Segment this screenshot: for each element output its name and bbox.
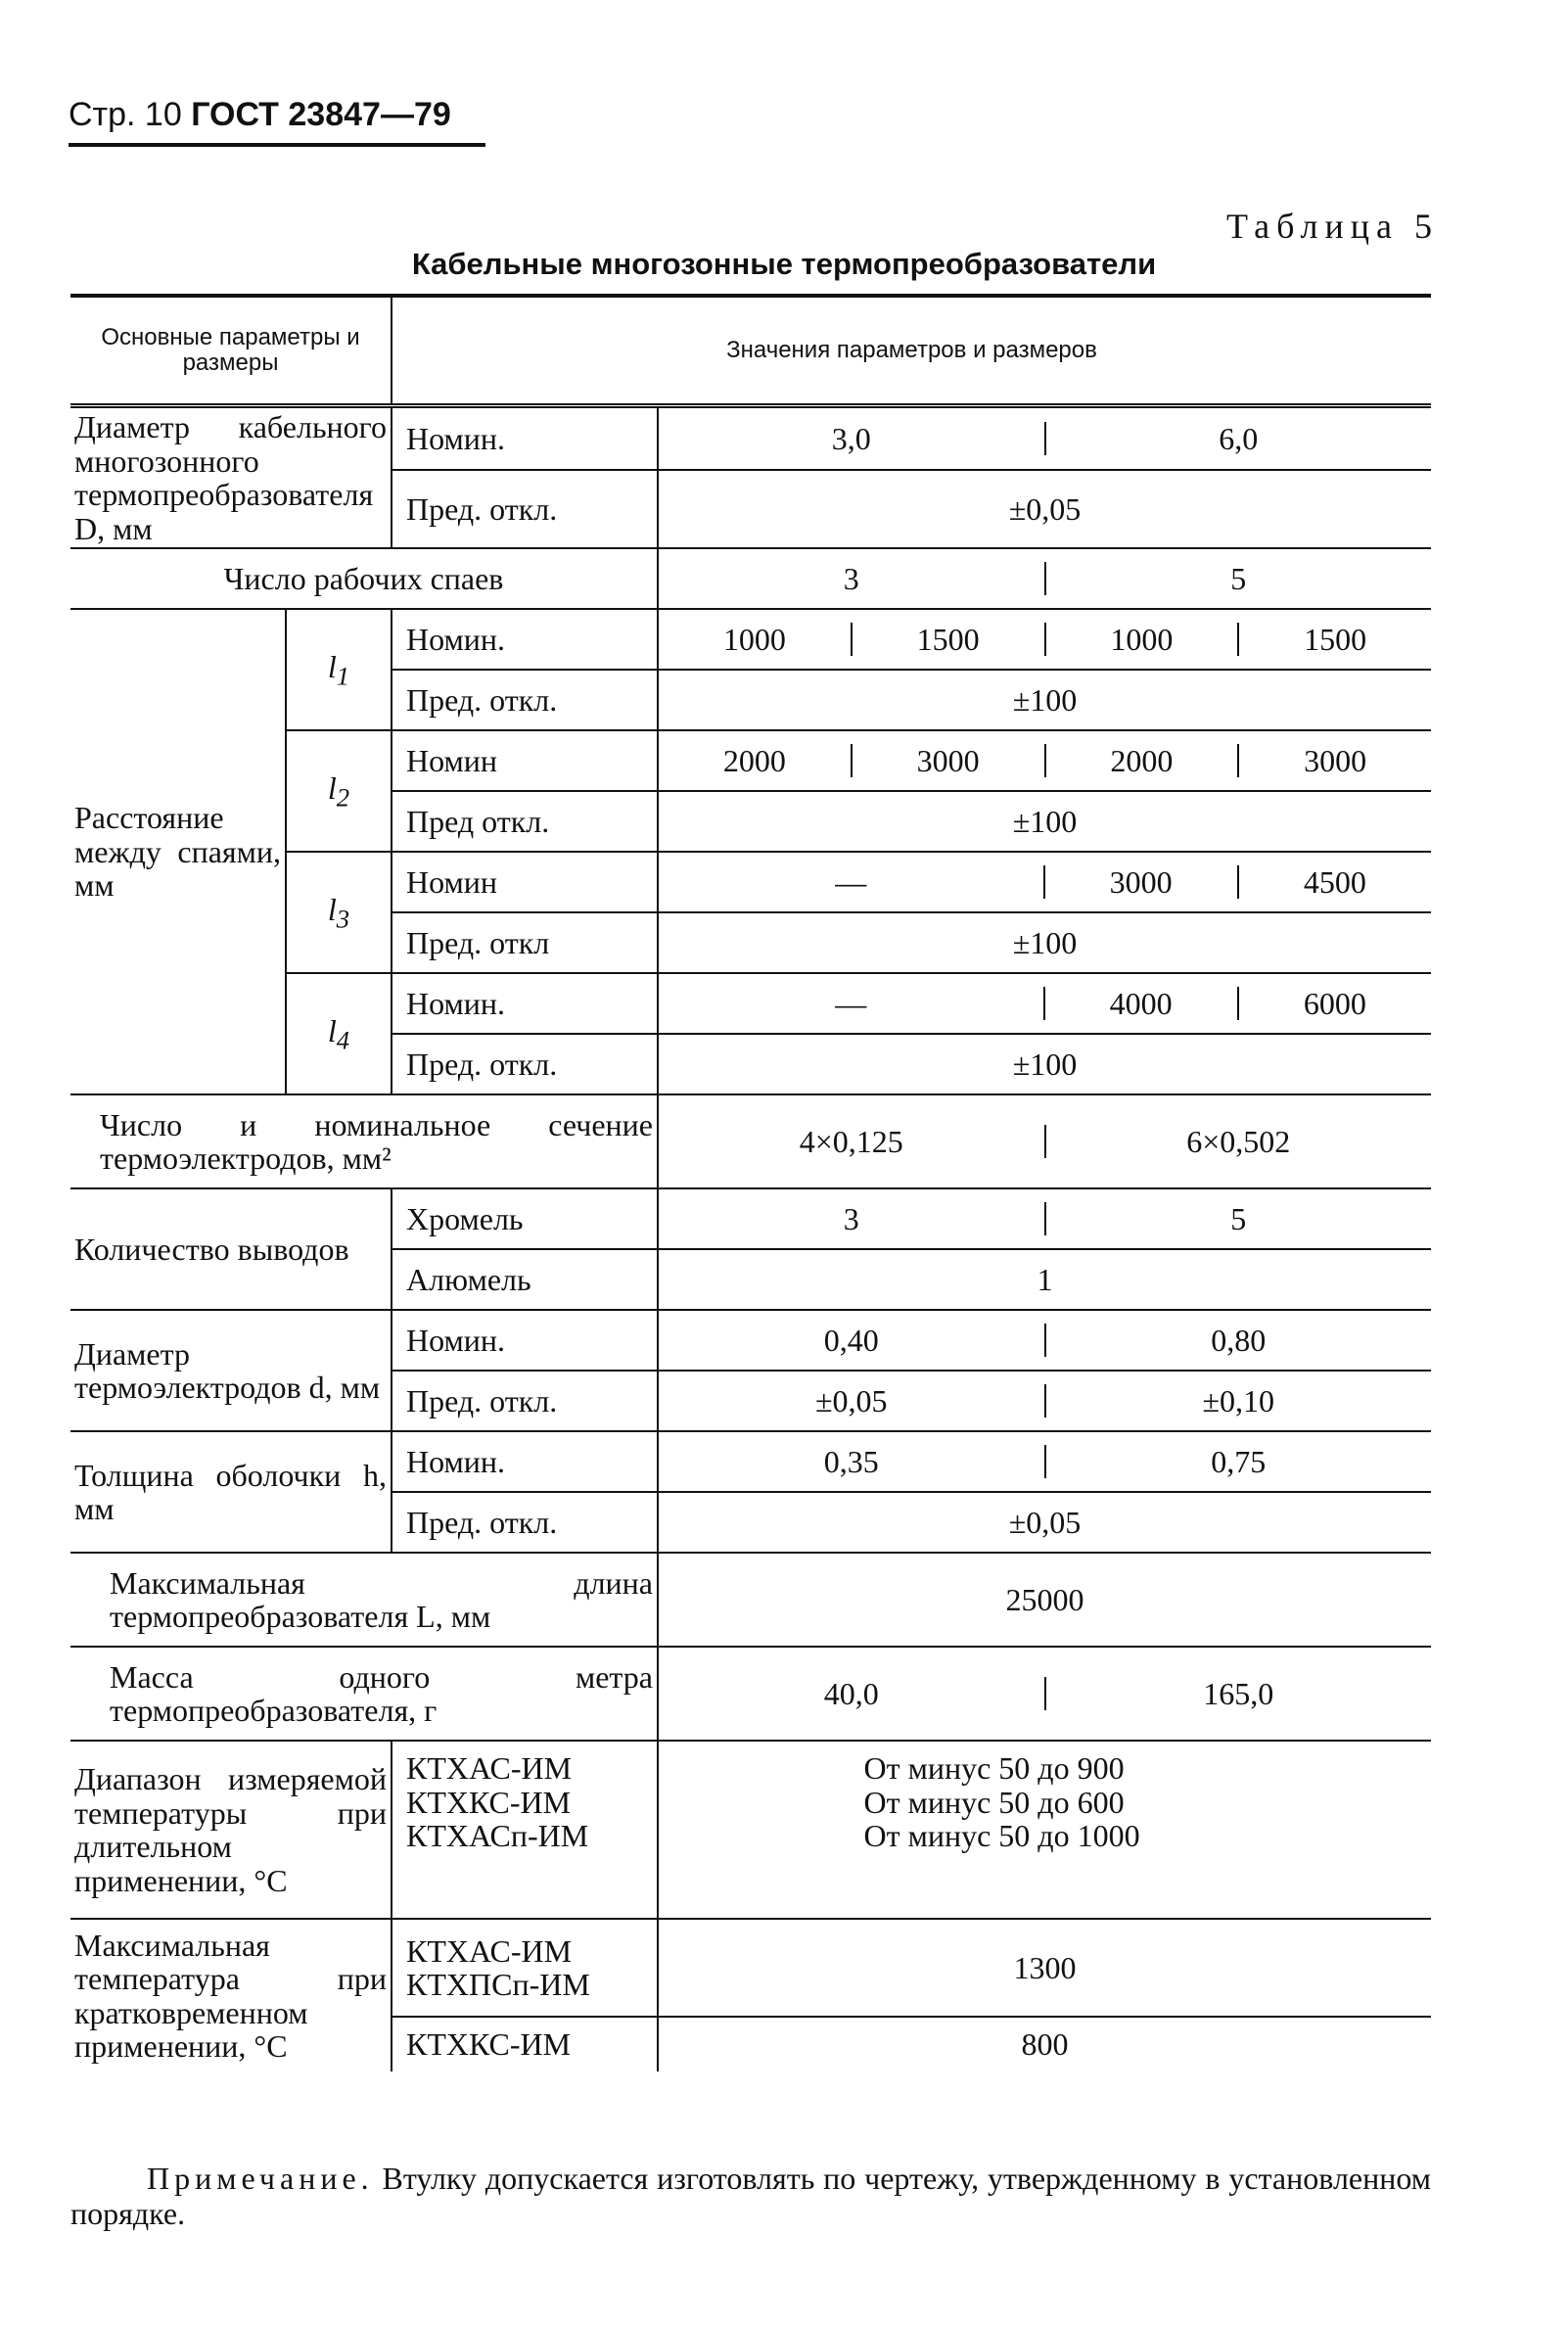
value-cell: 4000 <box>1043 987 1237 1021</box>
label-nominal: Номин <box>392 852 658 912</box>
value-cell: 1500 <box>851 623 1044 657</box>
label-nominal: Номин. <box>392 973 658 1034</box>
label-nominal: Номин <box>392 730 658 791</box>
type-code: КТХПСп-ИМ <box>406 1967 590 2003</box>
range-value: От минус 50 до 1000 <box>863 1818 1140 1854</box>
value-cell: 5 <box>1044 562 1432 596</box>
range-values <box>658 1741 1431 1919</box>
max-temp-value-1: 1300 <box>658 1919 1431 2017</box>
value-cell: 2000 <box>1044 744 1238 778</box>
symbol-l1: $l_1$ <box>286 609 392 730</box>
label-tolerance: Пред. откл <box>392 912 658 973</box>
value-cell: 3000 <box>1043 865 1237 900</box>
value-cell: 3,0 <box>831 420 871 456</box>
value-cell: 2000 <box>722 742 786 778</box>
alumel-value: 1 <box>658 1249 1431 1310</box>
param-outputs: Количество выводов <box>70 1188 392 1310</box>
max-temp-value-2: 800 <box>1021 2026 1069 2063</box>
value-cell: 3 <box>843 560 859 596</box>
value-cell: ±0,05 <box>814 1382 888 1419</box>
type-code: КТХАСп-ИМ <box>406 1818 589 1854</box>
label-tolerance: Пред. откл. <box>392 670 658 730</box>
label-tolerance: Пред. откл. <box>392 1371 658 1431</box>
max-length-value: 25000 <box>658 1553 1431 1647</box>
standard-code: ГОСТ 23847—79 <box>191 96 451 133</box>
column-header-values: Значения параметров и размеров <box>392 296 1431 406</box>
value-cell: 4×0,125 <box>799 1123 903 1159</box>
range-types <box>392 1741 658 1919</box>
type-code: КТХАС-ИМ <box>406 1750 573 1787</box>
value-cell: 0,40 <box>823 1322 879 1358</box>
value-cell: 40,0 <box>823 1675 879 1711</box>
page-number: Стр. 10 <box>69 96 182 133</box>
column-header-parameters: Основные параметры и размеры <box>70 296 392 406</box>
param-max-temp: Максимальная температура при кратковременном применении, °C <box>70 1919 392 2071</box>
type-code: КТХКС-ИМ <box>406 1784 572 1820</box>
param-section: Число и номинальное сечение термоэлектродов, мм² <box>70 1094 658 1188</box>
header-rule <box>69 143 485 147</box>
value-cell: 0,80 <box>1044 1324 1432 1358</box>
type-code: КТХКС-ИМ <box>392 2017 658 2071</box>
param-max-length: Максимальная длина термопреобразователя L, мм <box>70 1553 658 1647</box>
table-note <box>70 2162 1431 2232</box>
param-mass: Масса одного метра термопреобразователя, г <box>70 1647 658 1741</box>
table-label: Таблица 5 <box>1226 207 1439 246</box>
label-nominal: Номин. <box>392 406 658 470</box>
value-cell: 0,35 <box>823 1443 879 1479</box>
l3-tolerance: ±100 <box>658 912 1431 973</box>
value-cell: 1000 <box>722 621 786 657</box>
param-diameter: Диаметр кабельного многозонного термопреобразователя D, мм <box>70 406 392 549</box>
param-range: Диапазон измеряемой температуры при длительном применении, °C <box>70 1741 392 1919</box>
diameter-nominal-values <box>659 422 1431 456</box>
page-header <box>69 96 451 134</box>
value-cell: 165,0 <box>1044 1677 1432 1711</box>
max-temp-types <box>392 1919 658 2017</box>
label-nominal: Номин. <box>392 1310 658 1371</box>
label-tolerance: Пред откл. <box>392 791 658 852</box>
param-junctions: Число рабочих спаев <box>70 548 658 609</box>
table-title: Кабельные многозонные термопреобразователи <box>411 247 1157 281</box>
value-cell: — <box>835 985 867 1021</box>
value-cell: 3000 <box>1237 744 1431 778</box>
value-cell: 3 <box>843 1200 859 1236</box>
value-cell: 1000 <box>1044 623 1238 657</box>
label-tolerance: Пред. откл. <box>392 470 658 548</box>
value-cell: 1500 <box>1237 623 1431 657</box>
value-cell: 5 <box>1044 1202 1432 1236</box>
l4-tolerance: ±100 <box>658 1034 1431 1094</box>
label-nominal: Номин. <box>392 609 658 670</box>
value-cell: — <box>835 863 867 900</box>
label-tolerance: Пред. откл. <box>392 1492 658 1553</box>
param-sheath: Толщина оболочки h, мм <box>70 1431 392 1553</box>
label-tolerance: Пред. откл. <box>392 1034 658 1094</box>
param-distance: Расстояние между спаями, мм <box>70 609 286 1094</box>
label-nominal: Номин. <box>392 1431 658 1492</box>
value-cell: ±0,10 <box>1044 1384 1432 1419</box>
label-chromel: Хромель <box>392 1188 658 1249</box>
range-value: От минус 50 до 600 <box>863 1784 1125 1820</box>
param-electrode-diameter: Диаметр термоэлектродов d, мм <box>70 1310 392 1431</box>
symbol-l2: $l_2$ <box>286 730 392 852</box>
l2-tolerance: ±100 <box>658 791 1431 852</box>
l1-tolerance: ±100 <box>658 670 1431 730</box>
range-value: От минус 50 до 900 <box>863 1750 1125 1787</box>
value-cell: 4500 <box>1237 865 1431 900</box>
label-alumel: Алюмель <box>392 1249 658 1310</box>
diameter-tolerance: ±0,05 <box>658 470 1431 548</box>
note-label: Примечание. <box>147 2161 374 2196</box>
symbol-l3: $l_3$ <box>286 852 392 973</box>
sheath-tolerance: ±0,05 <box>658 1492 1431 1553</box>
value-cell: 6,0 <box>1044 422 1432 456</box>
value-cell: 6×0,502 <box>1044 1125 1432 1159</box>
value-cell: 3000 <box>851 744 1044 778</box>
symbol-l4: $l_4$ <box>286 973 392 1094</box>
value-cell: 0,75 <box>1044 1445 1432 1479</box>
value-cell: 6000 <box>1237 987 1431 1021</box>
type-code: КТХАС-ИМ <box>406 1932 573 1969</box>
parameters-table <box>70 294 1431 2071</box>
note-text: Втулку допускается изготовлять по чертежу, утвержденному в установленном порядке. <box>70 2161 1431 2231</box>
